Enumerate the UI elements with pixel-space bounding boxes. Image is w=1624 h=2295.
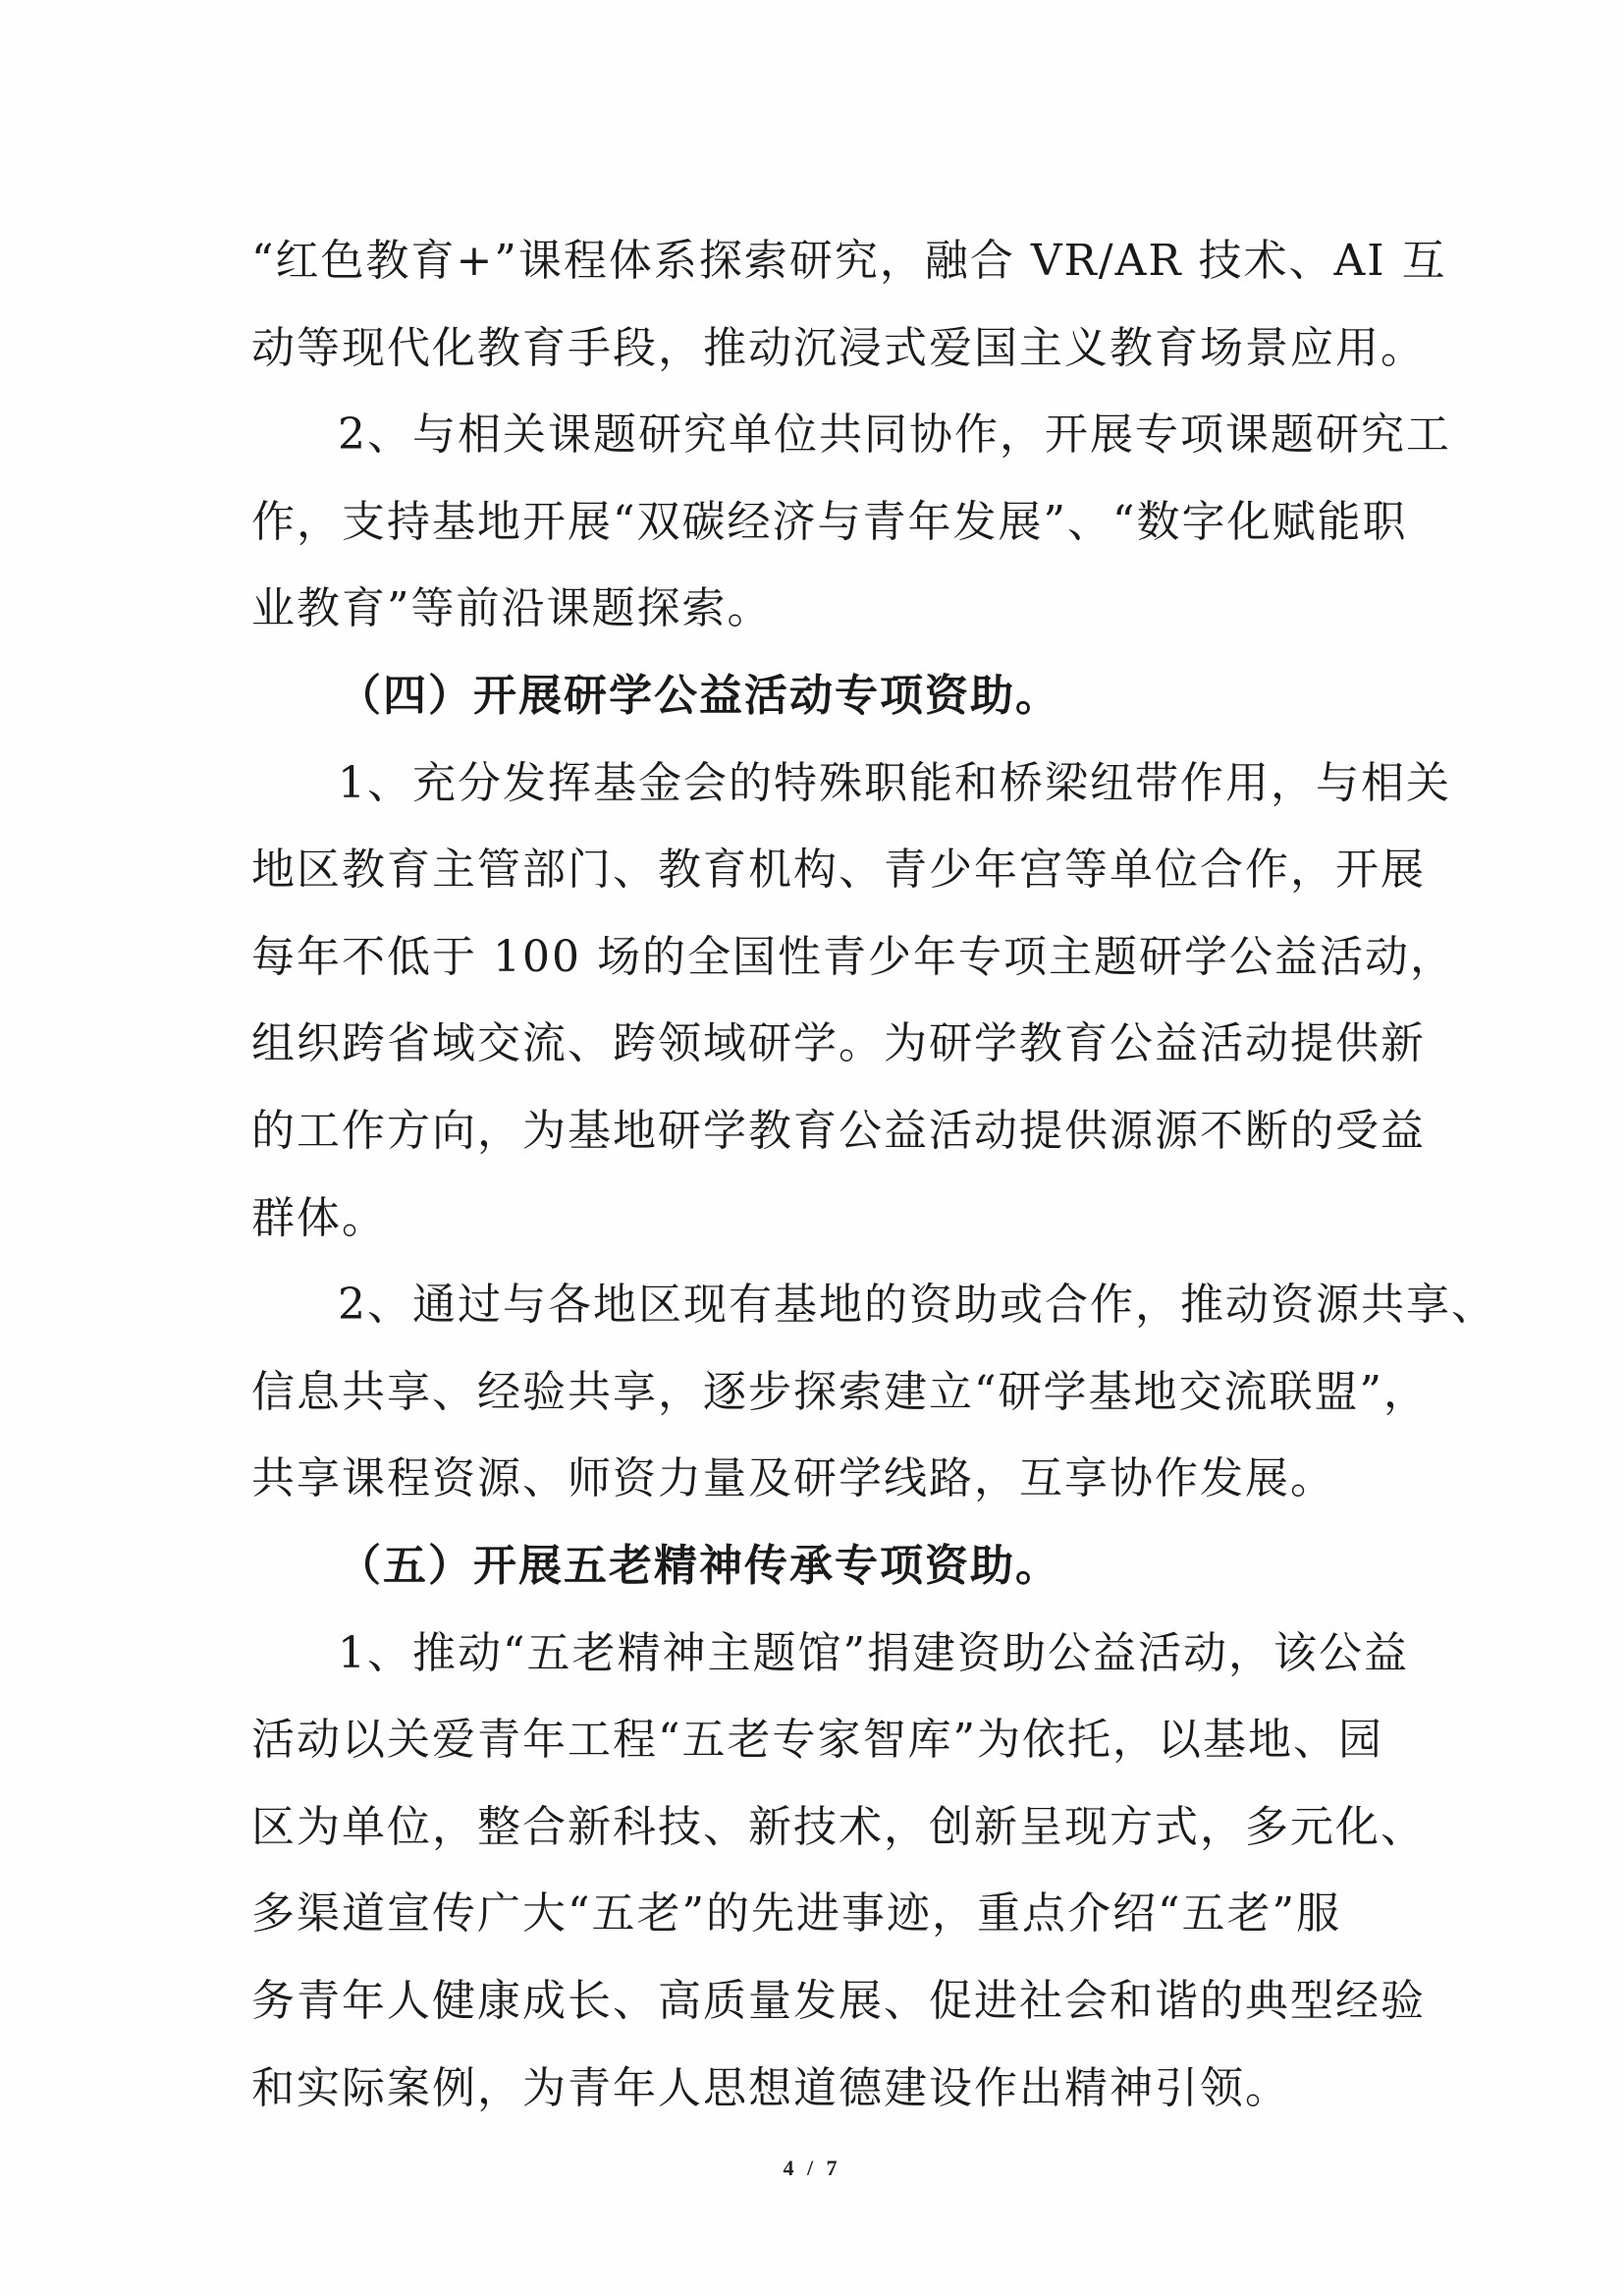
paragraph-line: 多渠道宣传广大“五老”的先进事迹，重点介绍“五老”服 — [251, 1888, 1341, 1939]
paragraph-line: 1、充分发挥基金会的特殊职能和桥梁纽带作用，与相关 — [338, 758, 1451, 808]
paragraph-line: 信息共享、经验共享，逐步探索建立“研学基地交流联盟”， — [251, 1367, 1429, 1417]
page-number: 4 / 7 — [783, 2156, 841, 2180]
paragraph-line: 的工作方向，为基地研学教育公益活动提供源源不断的受益 — [251, 1106, 1426, 1156]
paragraph-line: 1、推动“五老精神主题馆”捐建资助公益活动，该公益 — [338, 1628, 1409, 1678]
paragraph-line: 务青年人健康成长、高质量发展、促进社会和谐的典型经验 — [251, 1976, 1426, 2026]
paragraph-line: 2、通过与各地区现有基地的资助或合作，推动资源共享、 — [338, 1280, 1496, 1330]
paragraph-line: 组织跨省域交流、跨领域研学。为研学教育公益活动提供新 — [251, 1018, 1426, 1068]
paragraph-line: 区为单位，整合新科技、新技术，创新呈现方式，多元化、 — [251, 1802, 1426, 1852]
paragraph-line: 活动以关爱青年工程“五老专家智库”为依托，以基地、园 — [251, 1715, 1383, 1765]
paragraph-line: 作，支持基地开展“双碳经济与青年发展”、“数字化赋能职 — [251, 497, 1408, 547]
paragraph-line: 地区教育主管部门、教育机构、青少年宫等单位合作，开展 — [251, 845, 1426, 895]
paragraph-line: 2、与相关课题研究单位共同协作，开展专项课题研究工 — [338, 410, 1451, 460]
paragraph-line: 共享课程资源、师资力量及研学线路，互享协作发展。 — [251, 1453, 1335, 1503]
paragraph-line: 动等现代化教育手段，推动沉浸式爱国主义教育场景应用。 — [251, 323, 1426, 373]
paragraph-line: 群体。 — [251, 1193, 387, 1243]
paragraph-line: “红色教育+”课程体系探索研究，融合 VR/AR 技术、AI 互 — [251, 236, 1447, 286]
paragraph-line: 和实际案例，为青年人思想道德建设作出精神引领。 — [251, 2063, 1290, 2113]
paragraph-line: 每年不低于 100 场的全国性青少年专项主题研学公益活动， — [251, 932, 1455, 982]
section-heading: （四）开展研学公益活动专项资助。 — [338, 671, 1060, 721]
section-heading: （五）开展五老精神传承专项资助。 — [338, 1541, 1060, 1591]
paragraph-line: 业教育”等前沿课题探索。 — [251, 583, 773, 633]
